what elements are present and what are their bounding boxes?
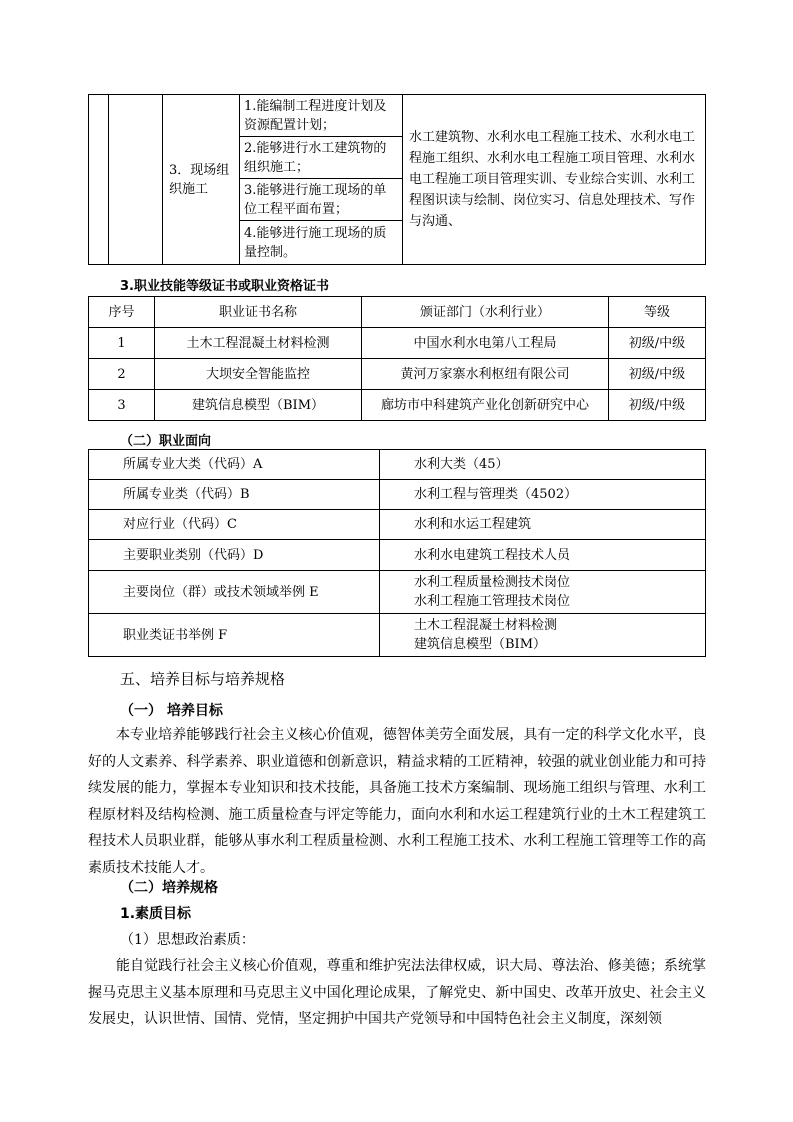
blank-cell (89, 95, 109, 265)
table-row (89, 614, 706, 657)
cert-heading: 3.职业技能等级证书或职业资格证书 (120, 279, 329, 294)
ability-cell (240, 137, 403, 179)
cert-cell: 初级/中级 (609, 359, 706, 390)
cert-cell: 中国水利水电第八工程局 (362, 328, 609, 359)
orientation-table (88, 449, 706, 657)
orientation-value-line: 水利工程施工管理技术岗位 (414, 594, 571, 609)
table-row (89, 390, 706, 421)
ability-text: 4.能够进行施工现场的质量控制。 (244, 225, 387, 260)
politics-paragraph: 能自觉践行社会主义核心价值观，尊重和维护宪法法律权威，识大局、尊法治、修美德；系统掌握马克思主义基本原理和马克思主义中国化理论成果，了解党史、新中国史、改革开放史、社会主义发展史，认识世情、国情、党情，坚定拥护中国共产党领导和中国特色社会主义制度，深刻领 (88, 958, 706, 1027)
orientation-value: 水利和水运工程建筑 (380, 510, 706, 540)
cert-table (88, 296, 706, 421)
ability-cell (240, 179, 403, 221)
table-row (89, 540, 706, 571)
cert-header: 等级 (609, 297, 706, 328)
ability-text: 1.能编制工程进度计划及资源配置计划； (244, 98, 387, 133)
subsection-heading: （一） 培养目标 (120, 703, 223, 719)
subsection-heading: （二）培养规格 (120, 880, 218, 896)
orientation-value-line: 水利工程质量检测技术岗位 (414, 575, 571, 590)
goal-paragraph: 本专业培养能够践行社会主义核心价值观，德智体美劳全面发展，具有一定的科学文化水平，良好的人文素养、科学素养、职业道德和创新意识，精益求精的工匠精神，较强的就业创业能力和可持续发展的能力，掌握本专业知识和技术技能，具备施工技术方案编制、现场施工组织与管理、水利工程原材料及结构检测、施工质量检查与评定等能力，面向水利和水运工程建筑行业的土木工程建筑工程技术人员职业群，能够从事水利工程质量检测、水利工程施工技术、水利工程施工管理等工作的高素质技术技能人才。 (88, 727, 706, 876)
table-row (89, 480, 706, 510)
orientation-label: 对应行业（代码）C (89, 510, 380, 540)
cert-cell: 大坝安全智能监控 (155, 359, 362, 390)
cert-cell: 黄河万家寨水利枢纽有限公司 (362, 359, 609, 390)
ability-cell (240, 221, 403, 265)
item-heading: （1）思想政治素质： (120, 932, 255, 948)
section-heading: 五、培养目标与培养规格 (120, 670, 286, 688)
courses-text: 水工建筑物、水利水电工程施工技术、水利水电工程施工组织、水利水电工程施工项目管理、水利水电工程施工项目管理实训、专业综合实训、水利工程图识读与绘制、岗位实习、信息处理技术、写作与沟通、 (409, 130, 696, 229)
table-row (89, 571, 706, 614)
orientation-label: 主要职业类别（代码）D (89, 540, 380, 571)
orientation-value: 水利大类（45） (380, 450, 706, 480)
item-label-cell (163, 95, 240, 265)
ability-text: 2.能够进行水工建筑物的组织施工； (244, 140, 387, 175)
orientation-value-line: 建筑信息模型（BIM） (414, 637, 546, 652)
orientation-label: 所属专业大类（代码）A (89, 450, 380, 480)
orientation-label: 所属专业类（代码）B (89, 480, 380, 510)
courses-cell (403, 95, 706, 265)
cert-cell: 1 (89, 328, 155, 359)
cert-header: 职业证书名称 (155, 297, 362, 328)
table-row (89, 328, 706, 359)
skill-table (88, 94, 706, 265)
orientation-value-line: 土木工程混凝土材料检测 (414, 618, 558, 633)
cert-cell: 廊坊市中科建筑产业化创新研究中心 (362, 390, 609, 421)
cert-cell: 初级/中级 (609, 390, 706, 421)
item-label: 3．现场组织施工 (169, 162, 230, 197)
table-row (89, 510, 706, 540)
orientation-heading: （二）职业面向 (120, 434, 212, 449)
orientation-value: 水利水电建筑工程技术人员 (380, 540, 706, 571)
orientation-value (380, 614, 706, 657)
cert-cell: 建筑信息模型（BIM） (155, 390, 362, 421)
blank-cell (109, 95, 163, 265)
orientation-label: 主要岗位（群）或技术领域举例 E (89, 571, 380, 614)
cert-cell: 2 (89, 359, 155, 390)
table-row (89, 359, 706, 390)
cert-cell: 初级/中级 (609, 328, 706, 359)
orientation-value: 水利工程与管理类（4502） (380, 480, 706, 510)
orientation-value (380, 571, 706, 614)
cert-header: 序号 (89, 297, 155, 328)
subsection-heading: 1.素质目标 (120, 906, 192, 922)
cert-cell: 3 (89, 390, 155, 421)
orientation-label: 职业类证书举例 F (89, 614, 380, 657)
cert-header: 颁证部门（水利行业） (362, 297, 609, 328)
ability-text: 3.能够进行施工现场的单位工程平面布置； (244, 182, 387, 217)
table-row (89, 450, 706, 480)
cert-cell: 土木工程混凝土材料检测 (155, 328, 362, 359)
ability-cell (240, 95, 403, 137)
